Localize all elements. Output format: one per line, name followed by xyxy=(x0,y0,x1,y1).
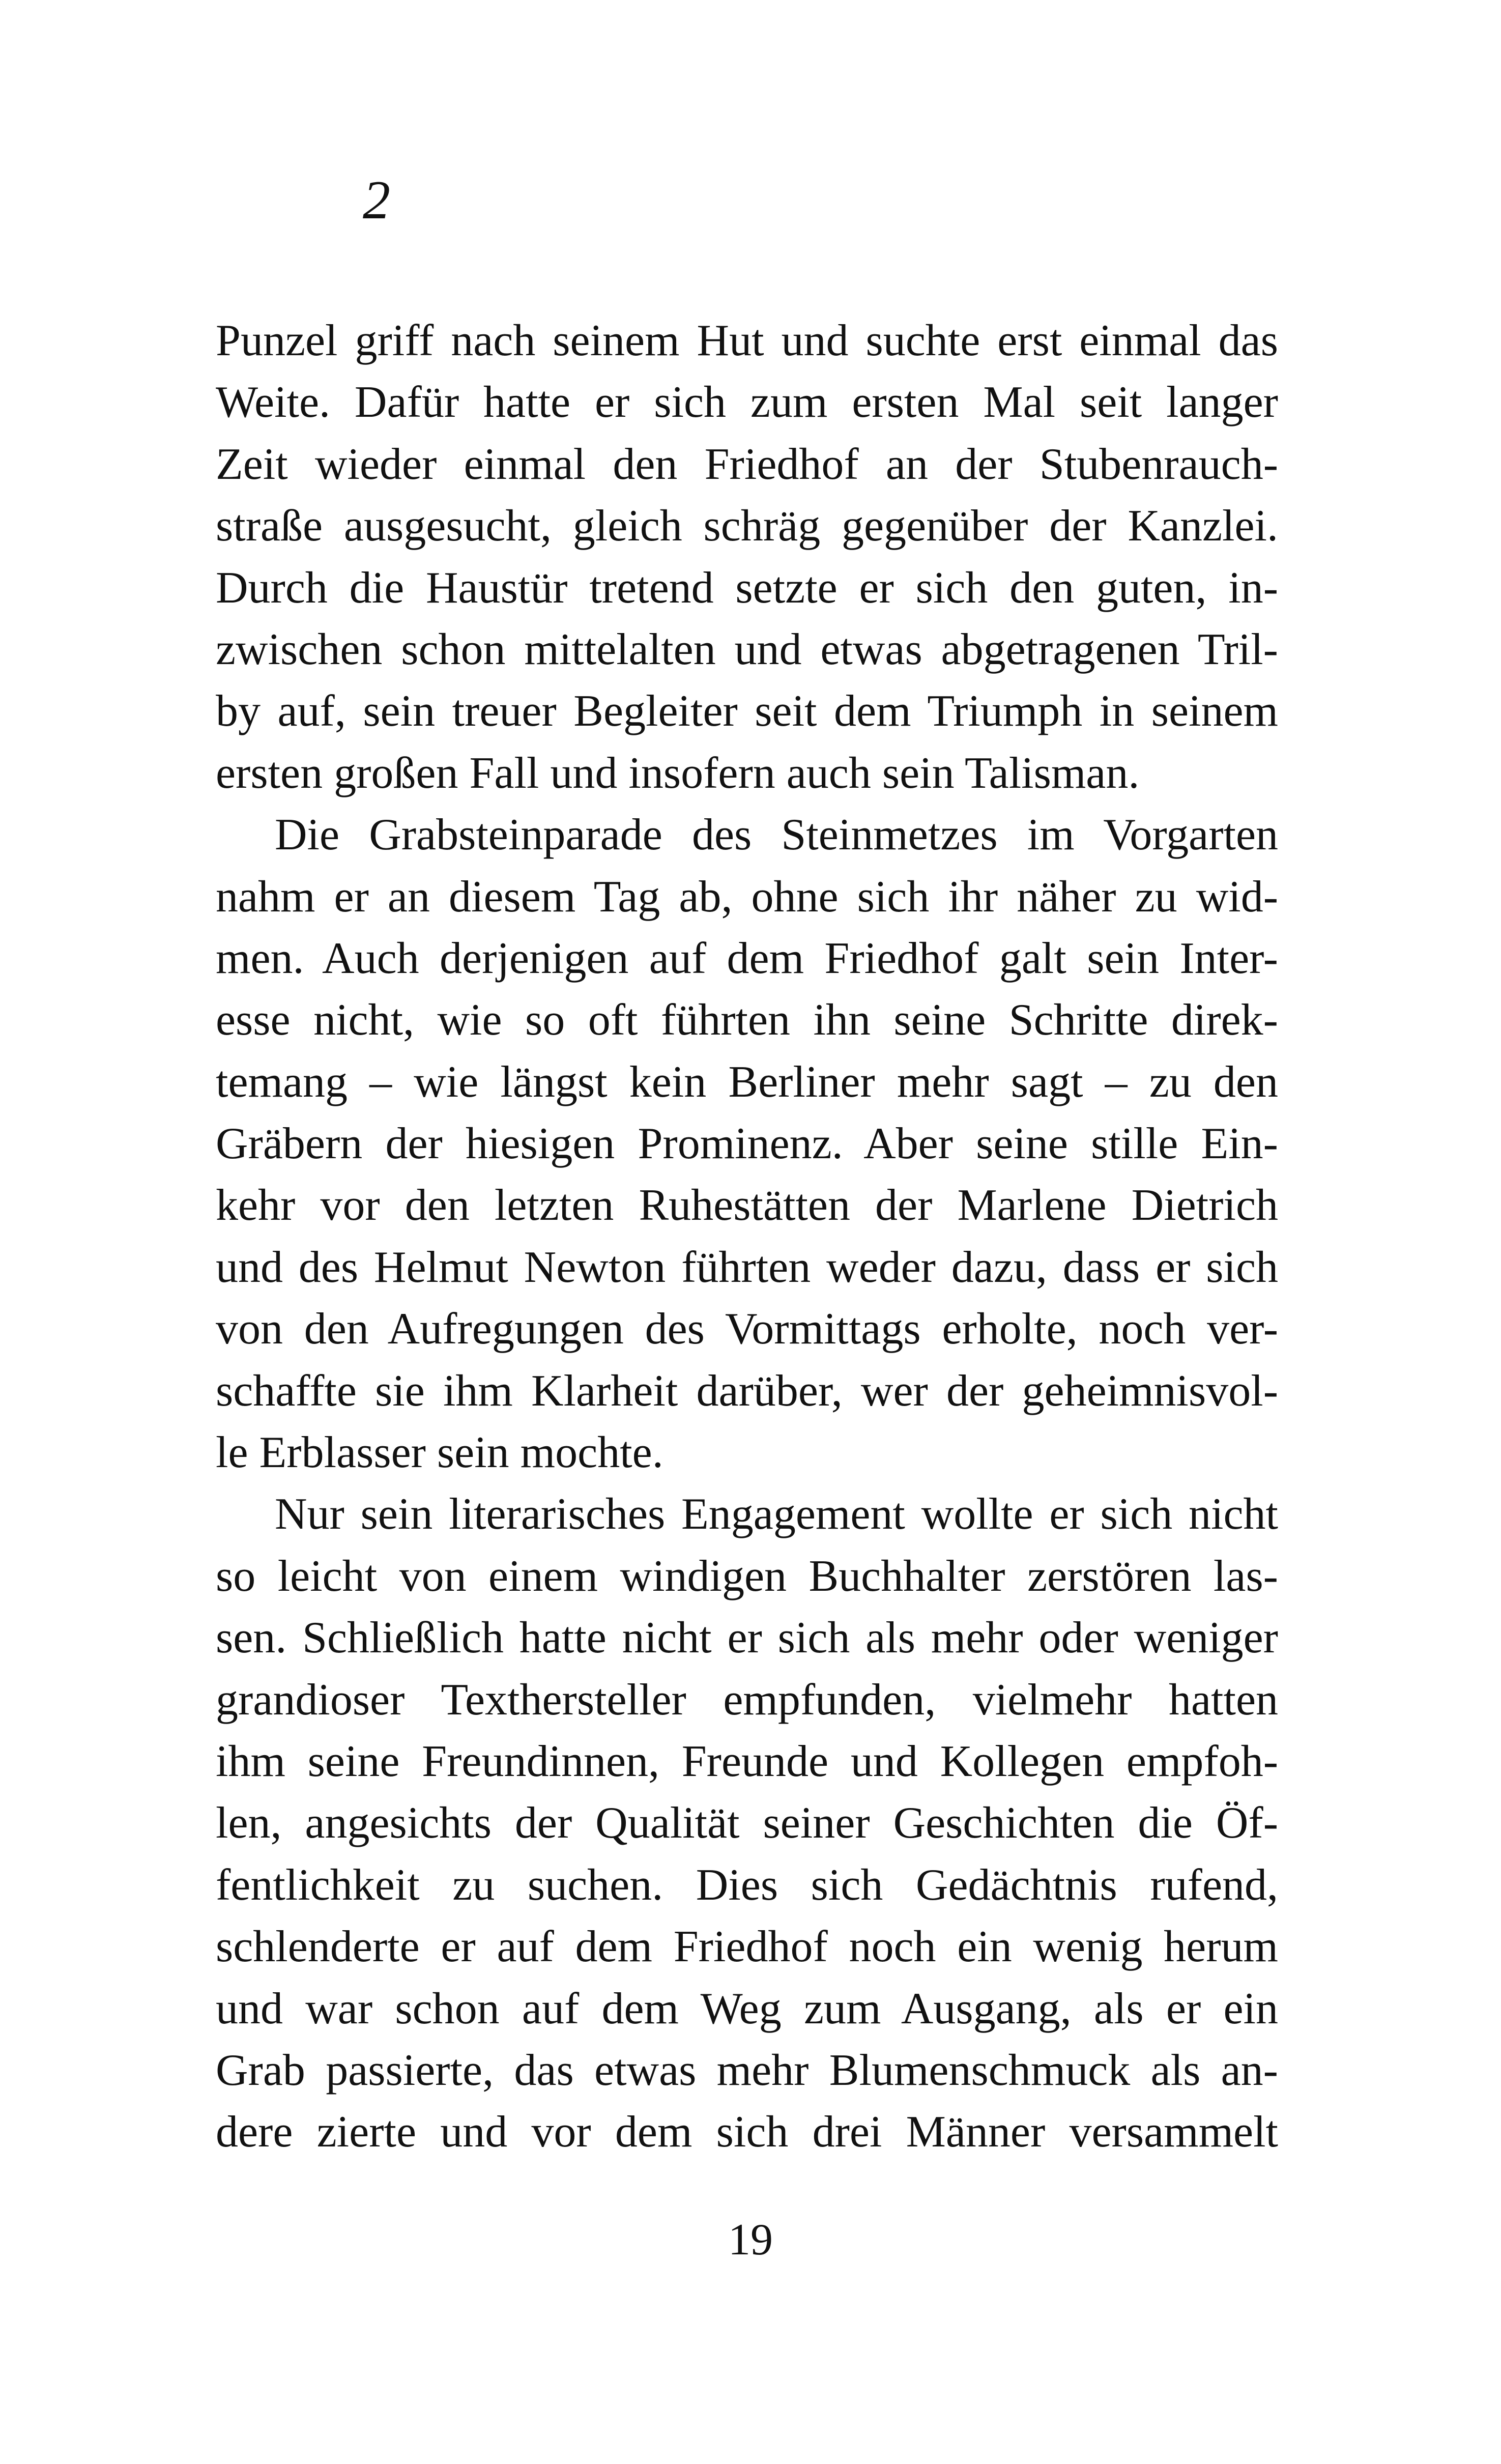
text-line: dere zierte und vor dem sich drei Männer versammelt xyxy=(216,2107,1278,2157)
text-line: und des Helmut Newton führten weder dazu, dass er sich xyxy=(216,1242,1278,1292)
paragraph-1 xyxy=(216,310,1278,804)
text-line: le Erblasser sein mochte. xyxy=(216,1428,663,1478)
text-line: men. Auch derjenigen auf dem Friedhof galt sein Inter- xyxy=(216,933,1278,983)
body-text xyxy=(216,310,1278,2163)
chapter-number: 2 xyxy=(363,170,390,231)
text-line: so leicht von einem windigen Buchhalter zerstören las- xyxy=(216,1551,1278,1601)
paragraph-2 xyxy=(216,804,1278,1483)
text-line: fentlichkeit zu suchen. Dies sich Gedächtnis rufend, xyxy=(216,1860,1278,1910)
text-line: Weite. Dafür hatte er sich zum ersten Mal seit langer xyxy=(216,378,1278,427)
text-line: Zeit wieder einmal den Friedhof an der Stubenrauch- xyxy=(216,439,1278,489)
text-line: Grab passierte, das etwas mehr Blumenschmuck als an- xyxy=(216,2045,1278,2095)
text-line: schlenderte er auf dem Friedhof noch ein wenig herum xyxy=(216,1922,1278,1972)
paragraph-3 xyxy=(216,1483,1278,2163)
text-line: Durch die Haustür tretend setzte er sich den guten, in- xyxy=(216,563,1278,613)
text-line: straße ausgesucht, gleich schräg gegenüber der Kanzlei. xyxy=(216,501,1278,551)
text-line: Punzel griff nach seinem Hut und suchte erst einmal das xyxy=(216,316,1278,365)
page-number: 19 xyxy=(728,2215,773,2265)
text-line: esse nicht, wie so oft führten ihn seine Schritte direk- xyxy=(216,995,1278,1045)
text-line: Gräbern der hiesigen Prominenz. Aber seine stille Ein- xyxy=(216,1119,1278,1169)
text-line: Nur sein literarisches Engagement wollte er sich nicht xyxy=(275,1489,1278,1539)
text-line: ihm seine Freundinnen, Freunde und Kollegen empfoh- xyxy=(216,1736,1278,1786)
text-line: temang – wie längst kein Berliner mehr sagt – zu den xyxy=(216,1057,1278,1107)
text-line: sen. Schließlich hatte nicht er sich als mehr oder weniger xyxy=(216,1613,1278,1663)
text-line: und war schon auf dem Weg zum Ausgang, als er ein xyxy=(216,1984,1278,2033)
text-line: kehr vor den letzten Ruhestätten der Marlene Dietrich xyxy=(216,1181,1278,1230)
text-line: zwischen schon mittelalten und etwas abgetragenen Tril- xyxy=(216,624,1278,674)
text-line: nahm er an diesem Tag ab, ohne sich ihr näher zu wid- xyxy=(216,872,1278,922)
text-line: grandioser Texthersteller empfunden, vielmehr hatten xyxy=(216,1675,1278,1725)
text-line: schaffte sie ihm Klarheit darüber, wer der geheimnisvol- xyxy=(216,1366,1278,1416)
text-line: ersten großen Fall und insofern auch sein Talisman. xyxy=(216,748,1140,798)
text-line: len, angesichts der Qualität seiner Geschichten die Öf- xyxy=(216,1798,1278,1848)
text-line: by auf, sein treuer Begleiter seit dem Triumph in seinem xyxy=(216,686,1278,736)
text-line: Die Grabsteinparade des Steinmetzes im Vorgarten xyxy=(275,810,1278,860)
text-line: von den Aufregungen des Vormittags erholte, noch ver- xyxy=(216,1304,1278,1354)
